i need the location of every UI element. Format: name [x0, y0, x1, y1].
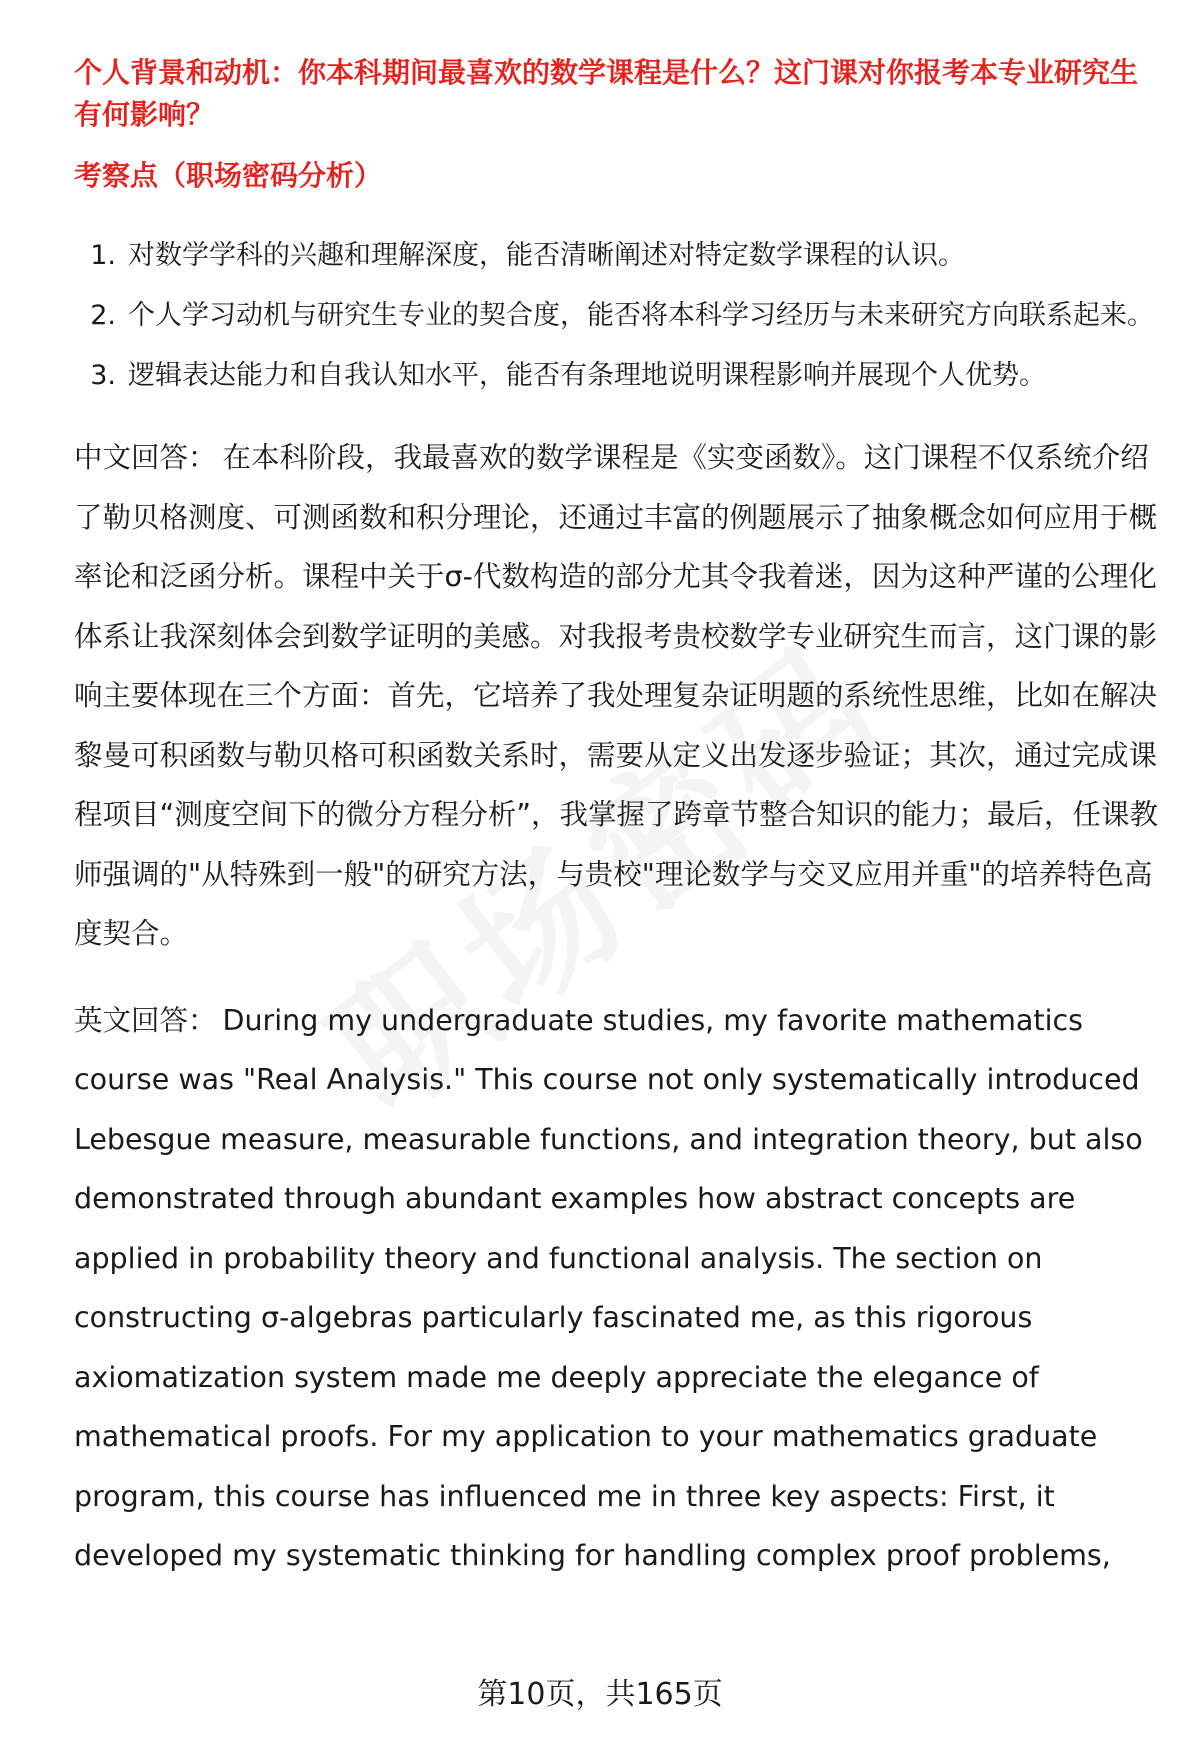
- page-number: 第10页，共165页: [477, 1677, 723, 1712]
- list-item: [74, 286, 1164, 346]
- english-answer: [74, 991, 1164, 1586]
- chinese-answer-text: 在本科阶段，我最喜欢的数学课程是《实变函数》。这门课程不仅系统介绍了勒贝格测度、可测函数和积分理论，还通过丰富的例题展示了抽象概念如何应用于概率论和泛函分析。课程中关于σ-代数构造的部分尤其令我着迷，因为这种严谨的公理化体系让我深刻体会到数学证明的美感。对我报考贵校数学专业研究生而言，这门课的影响主要体现在三个方面：首先，它培养了我处理复杂证明题的系统性思维，比如在解决黎曼可积函数与勒贝格可积函数关系时，需要从定义出发逐步验证；其次，通过完成课程项目“测度空间下的微分方程分析”，我掌握了跨章节整合知识的能力；最后，任课教师强调的"从特殊到一般"的研究方法，与贵校"理论数学与交叉应用并重"的培养特色高度契合。: [74, 441, 1159, 950]
- list-item-number: 2.: [90, 300, 116, 331]
- question-heading: 个人背景和动机：你本科期间最喜欢的数学课程是什么？这门课对你报考本专业研究生有何影响？: [74, 56, 1139, 131]
- chinese-answer: [74, 428, 1164, 964]
- points-list: [74, 226, 1164, 406]
- chinese-answer-label: 中文回答：: [74, 441, 217, 474]
- list-item-text: 逻辑表达能力和自我认知水平，能否有条理地说明课程影响并展现个人优势。: [128, 360, 1046, 391]
- content: [74, 52, 1164, 1586]
- english-answer-label: 英文回答：: [74, 1003, 217, 1037]
- subheading: 考察点（职场密码分析）: [74, 159, 383, 192]
- list-item-text: 对数学学科的兴趣和理解深度，能否清晰阐述对特定数学课程的认识。: [128, 240, 965, 271]
- english-answer-text: During my undergraduate studies, my favorite mathematics course was "Real Analysis." This course not only systematically introduced Lebesgue measure, measurable functions, and integration theory, but also demonstrated through abundant examples how abstract concepts are applied in probability theory and functional analysis. The section on constructing σ-algebras particularly fascinated me, as this rigorous axiomatization system made me deeply appreciate the elegance of mathematical proofs. For my application to your mathematics graduate program, this course has influenced me in three key aspects: First, it developed my systematic thinking for handling complex proof problems,: [74, 1003, 1143, 1572]
- list-item: [74, 226, 1164, 286]
- list-item-number: 3.: [90, 360, 116, 391]
- list-item: [74, 346, 1164, 406]
- list-item-text: 个人学习动机与研究生专业的契合度，能否将本科学习经历与未来研究方向联系起来。: [128, 300, 1154, 331]
- list-item-number: 1.: [90, 240, 116, 271]
